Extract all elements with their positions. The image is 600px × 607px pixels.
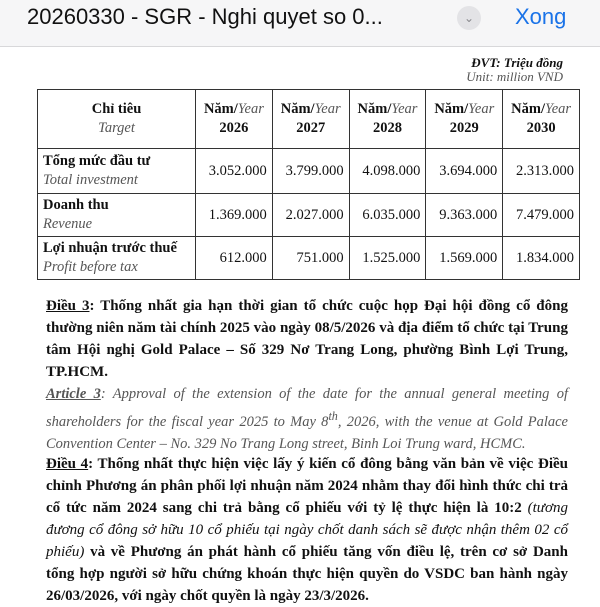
row-label-vi: Lợi nhuận trước thuế: [43, 240, 177, 256]
row-label: [38, 194, 196, 237]
year-prefix-en: Year: [468, 101, 495, 117]
table-header-row: [38, 90, 580, 149]
article-3-vi-label: Điều 3: [46, 298, 90, 314]
cell-value: 751.000: [272, 237, 349, 280]
article-3-en-sup: th: [328, 409, 338, 423]
article-4-vi-label: Điều 4: [46, 456, 89, 472]
unit-en: Unit: million VND: [466, 69, 563, 84]
row-label-vi: Doanh thu: [43, 197, 109, 213]
year-prefix-vi: Năm/: [434, 101, 469, 117]
cell-value: 2.027.000: [272, 194, 349, 237]
article-3-en-text: : Approval of the extension of the date for the annual general meeting of shareholders for the fiscal year 2025 to May 8: [46, 386, 568, 430]
article-3-en: [46, 383, 568, 455]
article-3-en-text-2: , 2026, with the venue at Gold Palace Convention Center – No. 329 No Trang Long street, Binh Loi Trung ward, HCMC.: [46, 413, 568, 452]
cell-value: 2.313.000: [503, 149, 580, 194]
article-3-vi: [46, 295, 568, 383]
cell-value: 7.479.000: [503, 194, 580, 237]
row-label-en: Total investment: [43, 172, 138, 188]
top-bar: [0, 0, 600, 47]
cell-value: 3.694.000: [426, 149, 503, 194]
col-target-en: Target: [98, 120, 135, 136]
unit-note: [466, 56, 563, 84]
col-year: [349, 90, 426, 149]
col-year: [272, 90, 349, 149]
article-3-vi-text: : Thống nhất gia hạn thời gian tổ chức cuộc họp Đại hội đồng cổ đông thường niên năm tài chính 2025 vào ngày 08/5/2026 và địa điểm tổ chức tại Trung tâm Hội nghị Gold Palace – Số 329 Nơ Trang Long, phường Bình Lợi Trung, TP.HCM.: [46, 298, 568, 380]
cell-value: 6.035.000: [349, 194, 426, 237]
cell-value: 4.098.000: [349, 149, 426, 194]
financial-plan-table: [37, 89, 580, 280]
document-title: 20260330 - SGR - Nghi quyet so 0...: [27, 4, 383, 29]
year-prefix-vi: Năm/: [511, 101, 545, 117]
year-prefix-vi: Năm/: [357, 101, 392, 117]
cell-value: 3.799.000: [272, 149, 349, 194]
cell-value: 612.000: [196, 237, 273, 280]
year: 2028: [372, 120, 402, 136]
chevron-down-icon[interactable]: ⌄: [457, 6, 481, 30]
col-year: [196, 90, 273, 149]
cell-value: 1.834.000: [503, 237, 580, 280]
unit-vi: ĐVT: Triệu đồng: [471, 55, 563, 70]
year: 2030: [526, 120, 556, 136]
year-prefix-en: Year: [544, 101, 572, 117]
col-target: [38, 90, 196, 149]
cell-value: 1.569.000: [426, 237, 503, 280]
year-prefix-vi: Năm/: [280, 101, 315, 117]
col-year: [426, 90, 503, 149]
year-prefix-vi: Năm/: [203, 101, 238, 117]
year-prefix-en: Year: [314, 101, 341, 117]
year: 2029: [449, 120, 479, 136]
cell-value: 1.369.000: [196, 194, 273, 237]
article-4-vi-italic: (tương đương cổ đông sở hữu 10 cổ phiếu tại ngày chốt danh sách sẽ được nhận thêm 02 cổ phiếu): [46, 500, 568, 560]
table-row: [38, 194, 580, 237]
cell-value: 9.363.000: [426, 194, 503, 237]
table-row: [38, 237, 580, 280]
col-target-vi: Chỉ tiêu: [91, 101, 142, 117]
year-prefix-en: Year: [391, 101, 418, 117]
cell-value: 3.052.000: [196, 149, 273, 194]
year: 2027: [296, 120, 326, 136]
row-label: [38, 149, 196, 194]
year-prefix-en: Year: [237, 101, 264, 117]
row-label: [38, 237, 196, 280]
row-label-vi: Tổng mức đầu tư: [43, 153, 151, 169]
row-label-en: Profit before tax: [43, 259, 138, 275]
article-3-en-label: Article 3: [46, 386, 101, 402]
row-label-en: Revenue: [43, 216, 93, 232]
year: 2026: [219, 120, 249, 136]
article-4-vi: [46, 453, 568, 607]
article-4-vi-text: : Thống nhất thực hiện việc lấy ý kiến cổ đông bằng văn bản về việc Điều chỉnh Phương án phân phối lợi nhuận năm 2024 nhằm thay đổi hình thức chi trả cổ tức năm 2024 sang chi trả bằng cổ phiếu với tỷ lệ thực hiện là 10:2: [46, 456, 568, 516]
col-year: [503, 90, 580, 149]
cell-value: 1.525.000: [349, 237, 426, 280]
table-row: [38, 149, 580, 194]
done-button[interactable]: Xong: [515, 4, 567, 29]
article-4-vi-text-2: và về Phương án phát hành cổ phiếu tăng vốn điều lệ, trên cơ sở Danh tổng hợp người sở hữu chứng khoán thực hiện quyền do VSDC ban hành ngày 26/03/2026, với ngày chốt quyền là ngày 23/3/2026.: [46, 544, 568, 604]
